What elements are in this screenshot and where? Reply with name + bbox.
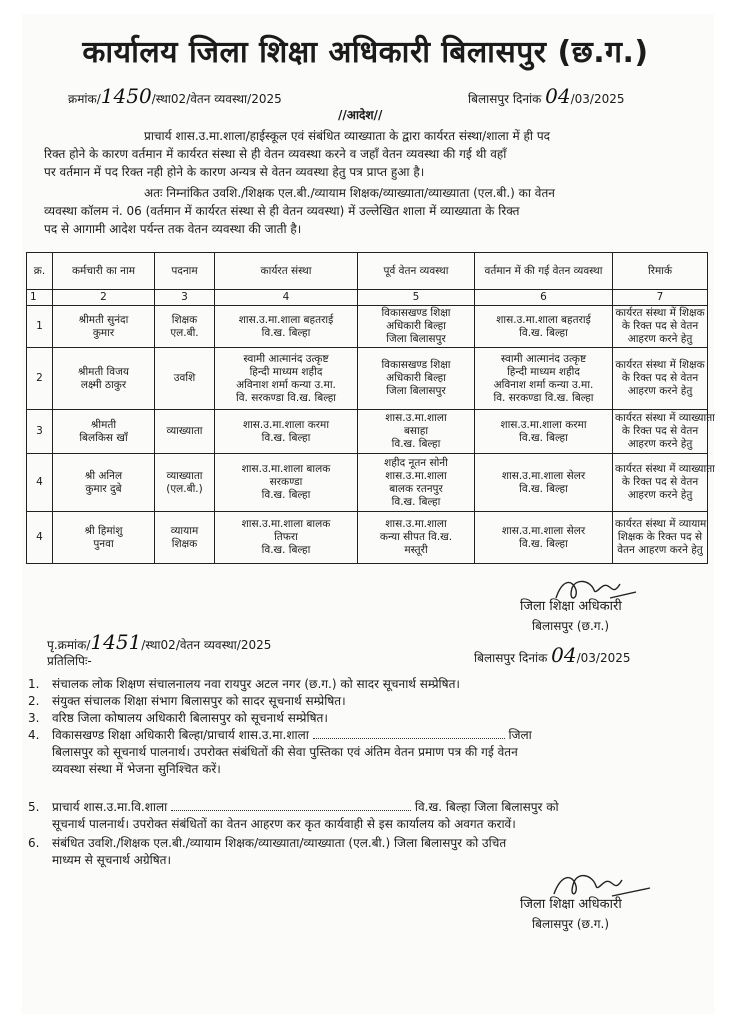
cell-line: जिला बिलासपुर [386,333,446,345]
date-day-handwritten: 04 [545,84,571,108]
cell-line: कार्यरत संस्था में व्यायाम [615,518,707,530]
row-previous-salary [358,306,475,348]
cell-line: आहरण करने हेतु [627,333,693,345]
cell-line: शास.उ.मा.शाला करमा [242,418,330,431]
cell-line: शास.उ.मा.शाला [385,469,447,482]
cell-line: शास.उ.मा.शाला [385,518,447,530]
cell-line: के रिक्त पद से वेतन [621,425,699,437]
cell-line: कन्या सीपत वि.ख. [379,531,453,543]
row-post [155,410,215,454]
cell-line: मस्तूरी [404,544,428,556]
header-working-institution: कार्यरत संस्था [215,253,358,290]
cell-line: स्वामी आत्मानंद उत्कृष्ट [500,352,587,365]
list-item-text: बिलासपुर को सूचनार्थ पालनार्थ। उपरोक्त संबंधितों की सेवा पुस्तिका एवं अंतिम वेतन प्रमाण पत्र की गई वेतन [52,745,518,759]
cell-line: व्याख्याता [166,425,203,437]
cell-line: आहरण करने हेतु [627,385,693,397]
row-employee-name [53,410,155,454]
cell-line: वि. सरकण्डा वि.ख. बिल्हा [493,391,594,404]
list-item-number: 6. [28,836,40,850]
paragraph-line: पद से आगामी आदेश पर्यन्त तक वेतन व्यवस्था की जाती है। [44,222,302,236]
header-remark: रिमार्क [613,253,708,290]
row-serial: 2 [27,348,53,410]
cell-line: श्री अनिल [84,469,123,482]
copy-order-suffix: /स्था02/वेतन व्यवस्था/2025 [141,638,272,652]
cell-line: आहरण करने हेतु [627,489,693,501]
cell-line: वि.ख. बिल्हा [519,431,568,444]
cell-line: श्रीमती सुनंदा [78,313,129,326]
aadesh-heading: //आदेश// [338,108,383,122]
row-serial: 4 [27,512,53,564]
cell-line: शास.उ.मा.शाला [385,412,447,424]
cell-line: एल.बी. [170,326,199,339]
list-item-number: 2. [28,694,40,708]
row-post [155,454,215,512]
order-suffix: /स्था02/वेतन व्यवस्था/2025 [151,92,282,106]
cell-line: वि.ख. बिल्हा [261,489,311,501]
table-header-row [27,253,708,290]
copy-date-day-handwritten: 04 [551,643,577,667]
cell-line: (एल.बी.) [166,482,203,495]
paragraph-line: रिक्त होने के कारण वर्तमान में कार्यरत संस्था से ही वेतन व्यवस्था करने व जहाँ वेतन व्यवस्था की गई थी वहाँ [44,147,507,161]
row-previous-salary [358,512,475,564]
header-previous-salary: पूर्व वेतन व्यवस्था [358,253,475,290]
cell-line: आहरण करने हेतु [627,438,693,450]
list-item-text: संचालक लोक शिक्षण संचालनालय नवा रायपुर अटल नगर (छ.ग.) को सादर सूचनार्थ सम्प्रेषित। [52,677,460,691]
cell-line: शास.उ.मा.शाला बालक [241,463,331,475]
paragraph-1 [44,127,674,181]
cell-line: के रिक्त पद से वेतन [621,320,699,332]
cell-line: वि.ख. बिल्हा [391,438,441,450]
copy-date-suffix: /03/2025 [576,651,631,665]
cell-line: शहीद नूतन सोनी [384,456,448,469]
cell-line: शास.उ.मा.शाला बहतराई [238,313,334,326]
cell-line: शास.उ.मा.शाला करमा [500,418,587,431]
salary-arrangement-table [26,252,715,564]
copy-date-line [474,643,631,667]
cell-line: शास.उ.मा.शाला सेलर [501,469,586,482]
row-remark [613,306,708,348]
row-post [155,348,215,410]
paragraph-2 [44,184,674,238]
column-number: 1 [27,290,53,306]
copy-to-list [28,676,688,866]
cell-line: वि.ख. बिल्हा [519,482,568,495]
cell-line: वि.ख. बिल्हा [519,326,568,339]
cell-line: वि.ख. बिल्हा [261,431,311,444]
copy-order-prefix: पृ.क्रमांक/ [47,638,91,652]
column-number: 3 [155,290,215,306]
cell-line: कार्यरत संस्था में शिक्षक [615,359,705,371]
paragraph-line: अतः निम्नांकित उवशि./शिक्षक एल.बी./व्यायाम शिक्षक/व्याख्याता/व्याख्याता (एल.बी.) का वेतन [144,186,555,200]
cell-line: श्रीमती विजय [78,365,129,378]
date-prefix: बिलासपुर दिनांक [468,92,542,106]
paragraph-line: पर वर्तमान में पद रिक्त नही होने के कारण अन्यत्र से वेतन व्यवस्था हेतु पत्र प्राप्त हुआ है। [44,165,425,179]
header-post: पदनाम [155,253,215,290]
row-employee-name [53,306,155,348]
cell-line: कार्यरत संस्था में व्याख्याता [615,463,715,475]
row-serial: 4 [27,454,53,512]
row-remark [613,454,715,512]
signature-2-place: बिलासपुर (छ.ग.) [532,917,610,931]
cell-line: बसाहा [403,425,429,437]
cell-line: वि.ख. बिल्हा [391,495,441,508]
pratilipi-label: प्रतिलिपिः- [47,654,92,668]
list-item-body [52,835,688,869]
column-number: 7 [613,290,708,306]
cell-line: उवशि [173,372,196,384]
list-item-number: 5. [28,800,40,814]
list-item-text: संयुक्त संचालक शिक्षा संभाग बिलासपुर को सादर सूचनार्थ सम्प्रेषित। [52,694,346,708]
cell-line: के रिक्त पद से वेतन [621,372,699,384]
table-row [27,454,708,512]
cell-line: कार्यरत संस्था में शिक्षक [615,307,705,319]
cell-line: विकासखण्ड शिक्षा [381,307,451,319]
table-row [27,348,708,410]
cell-line: के रिक्त पद से वेतन [621,476,699,488]
signature-2-title: जिला शिक्षा अधिकारी [520,897,622,912]
order-number-line [68,84,282,108]
cell-line: अविनाश शर्मा कन्या उ.मा. [236,378,336,391]
list-item-text: संबंधित उवशि./शिक्षक एल.बी./व्यायाम शिक्षक/व्याख्याता/व्याख्याता (एल.बी.) जिला बिलासपुर को उचित [52,836,507,850]
cell-line: शास.उ.मा.शाला बालक [241,518,331,530]
cell-line: पुनवा [93,537,114,550]
list-item-text: वि.ख. बिल्हा जिला बिलासपुर को [414,800,559,814]
cell-line: शास.उ.मा.शाला बहतराई [496,313,591,326]
cell-line: कुमार दुबे [85,482,122,495]
column-number: 4 [215,290,358,306]
cell-line: शिक्षक [171,537,198,550]
row-previous-salary [358,454,475,512]
cell-line: स्वामी आत्मानंद उत्कृष्ट [243,352,329,365]
cell-line: बालक रतनपुर [389,482,443,495]
signature-1-title: जिला शिक्षा अधिकारी [520,599,622,614]
row-serial: 3 [27,410,53,454]
row-previous-salary [358,348,475,410]
copy-order-number-line [47,630,272,654]
row-post [155,512,215,564]
cell-line: शिक्षक के रिक्त पद से [617,531,703,543]
blank-fill-line [313,728,505,739]
cell-line: हिन्दी माध्यम शहीद [249,365,323,378]
cell-line: श्री हिमांशु [84,524,123,537]
list-item-text: वरिष्ठ जिला कोषालय अधिकारी बिलासपुर को सूचनार्थ सम्प्रेषित। [52,711,328,725]
list-item-number: 3. [28,711,40,725]
row-current-salary [475,348,613,410]
cell-line: वि.ख. बिल्हा [261,544,311,556]
table-body [27,306,715,564]
row-serial: 1 [27,306,53,348]
header-serial: क्र. [27,253,53,290]
cell-line: वि.ख. बिल्हा [519,537,568,550]
row-previous-salary [358,410,475,454]
row-current-salary [475,512,613,564]
row-remark [613,410,715,454]
cell-line: जिला बिलासपुर [386,385,446,397]
row-employee-name [53,348,155,410]
row-working-institution [215,512,358,564]
list-item-number: 1. [28,677,40,691]
list-item-text: व्यवस्था संस्था में भेजना सुनिश्चित करें। [52,762,221,776]
order-number-handwritten: 1450 [100,84,152,108]
cell-line: लक्ष्मी ठाकुर [80,378,127,391]
cell-line: बिलकिस खाँ [79,431,128,444]
cell-line: शास.उ.मा.शाला सेलर [501,524,586,537]
list-item-text: माध्यम से सूचनार्थ अग्रेषित। [52,853,172,867]
cell-line: सरकण्डा [269,476,303,488]
row-working-institution [215,306,358,348]
list-item-number: 4. [28,728,40,742]
order-prefix: क्रमांक/ [68,92,101,106]
row-remark [613,512,708,564]
cell-line: व्यायाम [170,524,199,537]
blank-fill-line [171,800,411,811]
row-working-institution [215,454,358,512]
table-row [27,306,708,348]
header-employee-name: कर्मचारी का नाम [53,253,155,290]
row-employee-name [53,454,155,512]
cell-line: अधिकारी बिल्हा [386,372,446,384]
cell-line: तिफरा [274,531,298,543]
paragraph-line: प्राचार्य शास.उ.मा.शाला/हाईस्कूल एवं संबंधित व्याख्याता के द्वारा कार्यरत संस्था/शाला में ही पद [144,129,551,143]
list-item-text: सूचनार्थ पालनार्थ। उपरोक्त संबंधितों का वेतन आहरण कर कृत कार्यवाही से इस कार्यालय को अवगत करावें। [52,817,516,831]
cell-line: वेतन आहरण करने हेतु [617,544,703,556]
list-item-text: प्राचार्य शास.उ.मा.वि.शाला [52,800,168,814]
column-number: 5 [358,290,475,306]
row-employee-name [53,512,155,564]
cell-line: हिन्दी माध्यम शहीद [507,365,580,378]
office-title: कार्यालय जिला शिक्षा अधिकारी बिलासपुर (छ.ग.) [82,35,649,70]
copy-date-prefix: बिलासपुर दिनांक [474,651,548,665]
row-current-salary [475,454,613,512]
cell-line: श्रीमती [90,418,117,431]
row-current-salary [475,306,613,348]
header-current-salary: वर्तमान में की गई वेतन व्यवस्था [475,253,613,290]
signature-1-place: बिलासपुर (छ.ग.) [532,619,610,633]
list-item-text: विकासखण्ड शिक्षा अधिकारी बिल्हा/प्राचार्य शास.उ.मा.शाला [52,728,309,742]
copy-order-number-handwritten: 1451 [90,630,142,654]
cell-line: व्याख्याता [166,469,203,482]
column-number: 6 [475,290,613,306]
cell-line: कार्यरत संस्था में व्याख्याता [615,412,715,424]
cell-line: अधिकारी बिल्हा [386,320,446,332]
row-post [155,306,215,348]
date-suffix: /03/2025 [570,92,625,106]
row-working-institution [215,348,358,410]
cell-line: अविनाश शर्मा कन्या उ.मा. [493,378,594,391]
row-remark [613,348,708,410]
cell-line: शिक्षक [171,313,198,326]
table-row [27,512,708,564]
paragraph-line: व्यवस्था कॉलम नं. 06 (वर्तमान में कार्यरत संस्था से ही वेतन व्यवस्था) में उल्लेखित शाला में व्याख्याता के रिक्त [44,204,520,218]
column-number: 2 [53,290,155,306]
order-date-line [468,84,625,108]
cell-line: विकासखण्ड शिक्षा [381,359,451,371]
column-number-row [27,290,708,306]
list-item-text: जिला [508,728,532,742]
cell-line: कुमार [92,326,115,339]
row-working-institution [215,410,358,454]
list-item-body [52,727,688,778]
cell-line: वि. सरकण्डा वि.ख. बिल्हा [235,391,337,404]
table-row [27,410,708,454]
row-current-salary [475,410,613,454]
cell-line: वि.ख. बिल्हा [261,326,311,339]
list-item-body [52,799,688,833]
